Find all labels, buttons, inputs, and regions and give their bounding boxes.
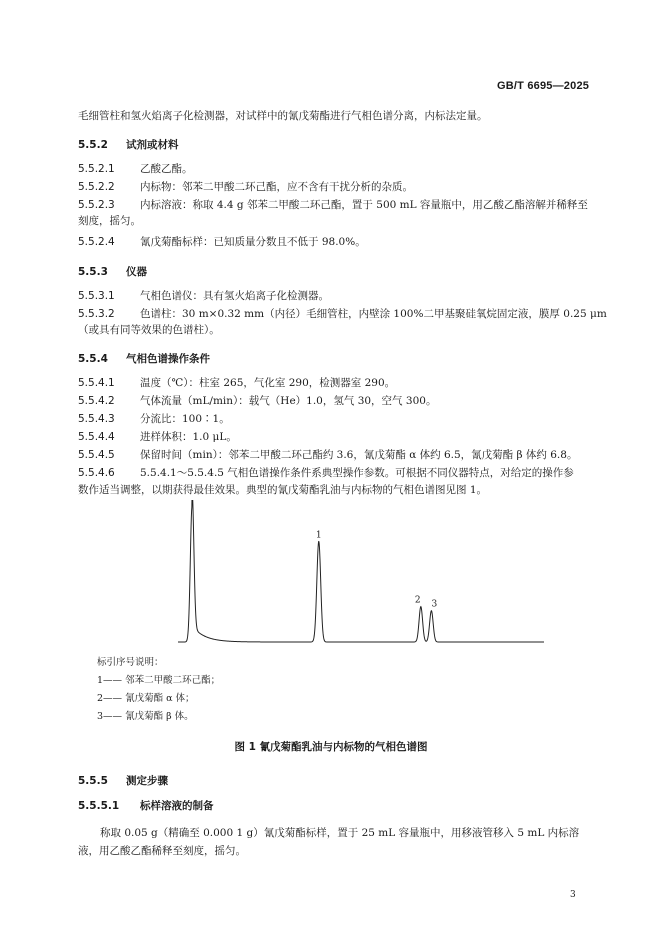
item-5-5-4-5 xyxy=(78,448,577,462)
chromatogram-chart xyxy=(170,500,550,652)
section-5-5-2 xyxy=(78,137,179,152)
section-number: 5.5.5 xyxy=(78,775,108,787)
item-number: 5.5.2.4 xyxy=(78,236,115,248)
peak-label-3: 3 xyxy=(431,599,438,610)
paragraph-line-1: 称取 0.05 g（精确至 0.000 1 g）氰戊菊酯标样，置于 25 mL 容量瓶中，用移液管移入 5 mL 内标溶 xyxy=(100,827,580,839)
section-5-5-3 xyxy=(78,264,147,279)
page-number: 3 xyxy=(570,890,576,900)
item-number: 5.5.4.2 xyxy=(78,395,115,407)
item-5-5-4-3 xyxy=(78,412,230,426)
peak-label-1: 1 xyxy=(315,530,322,541)
item-continuation: （或具有同等效果的色谱柱）。 xyxy=(78,324,220,336)
section-number: 5.5.5.1 xyxy=(78,800,120,812)
item-5-5-2-3 xyxy=(78,198,588,212)
item-text: 色谱柱：30 m×0.32 mm（内径）毛细管柱，内壁涂 100%二甲基聚硅氧烷固定液，膜厚 0.25 μm xyxy=(140,308,607,320)
item-5-5-2-4 xyxy=(78,235,366,249)
section-5-5-5 xyxy=(78,773,168,788)
section-number: 5.5.3 xyxy=(78,266,108,278)
item-number: 5.5.4.3 xyxy=(78,413,115,425)
figure-caption: 图 1 氰戊菊酯乳油与内标物的气相色谱图 xyxy=(234,741,428,753)
section-title: 试剂或材料 xyxy=(126,139,179,151)
peak-labels xyxy=(316,530,438,609)
item-5-5-4-4 xyxy=(78,430,237,444)
section-number: 5.5.2 xyxy=(78,139,108,151)
intro-line: 毛细管柱和氢火焰离子化检测器，对试样中的氰戊菊酯进行气相色谱分离，内标法定量。 xyxy=(78,110,488,122)
section-5-5-5-1 xyxy=(78,798,214,813)
section-5-5-4 xyxy=(78,351,210,366)
item-5-5-4-2 xyxy=(78,394,436,408)
item-continuation: 数作适当调整，以期获得最佳效果。典型的氰戊菊酯乳油与内标物的气相色谱图见图 1。 xyxy=(78,484,488,496)
item-number: 5.5.2.1 xyxy=(78,163,115,175)
standard-number: GB/T 6695—2025 xyxy=(497,80,590,92)
item-number: 5.5.2.2 xyxy=(78,181,115,193)
peak-label-2: 2 xyxy=(414,595,421,606)
item-text: 保留时间（min）：邻苯二甲酸二环己酯约 3.6，氰戊菊酯 α 体约 6.5，氰戊菊酯 β 体约 6.8。 xyxy=(140,449,578,461)
section-number: 5.5.4 xyxy=(78,353,108,365)
legend-title: 标引序号说明： xyxy=(97,657,164,668)
item-text: 分流比：100∶1。 xyxy=(140,413,230,425)
item-number: 5.5.2.3 xyxy=(78,199,115,211)
item-5-5-4-6 xyxy=(78,466,574,480)
section-title: 测定步骤 xyxy=(126,775,168,787)
item-continuation: 刻度，摇匀。 xyxy=(78,215,141,227)
item-number: 5.5.3.2 xyxy=(78,308,115,320)
legend-item-1: 1—— 邻苯二甲酸二环己酯； xyxy=(97,675,221,686)
legend-item-2: 2—— 氰戊菊酯 α 体； xyxy=(97,693,195,704)
item-text: 内标物：邻苯二甲酸二环己酯，应不含有干扰分析的杂质。 xyxy=(140,181,413,193)
item-text: 内标溶液：称取 4.4 g 邻苯二甲酸二环己酯，置于 500 mL 容量瓶中，用乙酸乙酯溶解并稀释至 xyxy=(140,199,588,211)
item-number: 5.5.4.6 xyxy=(78,467,115,479)
item-number: 5.5.4.5 xyxy=(78,449,115,461)
item-text: 气体流量（mL/min）：载气（He）1.0，氢气 30，空气 300。 xyxy=(140,395,437,407)
section-title: 仪器 xyxy=(126,266,147,278)
item-5-5-2-1 xyxy=(78,162,193,176)
item-number: 5.5.4.4 xyxy=(78,431,115,443)
section-title: 气相色谱操作条件 xyxy=(126,353,210,365)
item-5-5-2-2 xyxy=(78,180,413,194)
item-text: 温度（℃）：柱室 265，气化室 290，检测器室 290。 xyxy=(140,377,396,389)
item-text: 气相色谱仪：具有氢火焰离子化检测器。 xyxy=(140,290,329,302)
item-5-5-3-1 xyxy=(78,289,329,303)
paragraph-line-2: 液，用乙酸乙酯稀释至刻度，摇匀。 xyxy=(78,845,246,857)
item-5-5-3-2 xyxy=(78,307,607,321)
section-title: 标样溶液的制备 xyxy=(140,800,214,812)
item-number: 5.5.3.1 xyxy=(78,290,115,302)
item-number: 5.5.4.1 xyxy=(78,377,115,389)
item-text: 氰戊菊酯标样：已知质量分数且不低于 98.0%。 xyxy=(140,236,366,248)
item-text: 进样体积：1.0 μL。 xyxy=(140,431,237,443)
legend-item-3: 3—— 氰戊菊酯 β 体。 xyxy=(97,711,194,722)
item-text: 5.5.4.1～5.5.4.5 气相色谱操作条件系典型操作参数。可根据不同仪器特点，对给定的操作参 xyxy=(140,467,574,479)
chromatogram-trace xyxy=(178,500,544,642)
item-5-5-4-1 xyxy=(78,376,395,390)
item-text: 乙酸乙酯。 xyxy=(140,163,193,175)
